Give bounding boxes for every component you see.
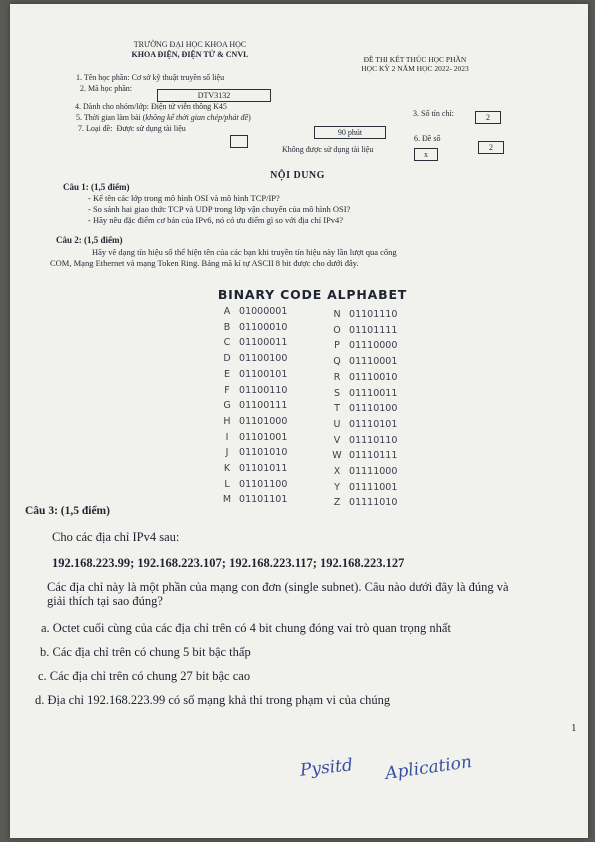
binary-row [218,383,287,399]
binary-code: 01110111 [349,450,398,462]
binary-code: 01111010 [349,497,398,509]
exam-type-label: 7. Loại đề: Được sử dụng tài liệu [78,124,186,133]
binary-row [328,464,397,480]
q1-item: - Hãy nêu đặc điểm cơ bản của IPv6, nó có ưu điểm gì so với địa chỉ IPv4? [88,215,344,225]
binary-code: 01100011 [239,337,288,349]
binary-letter: L [224,478,230,490]
binary-row [328,417,397,433]
binary-row [218,351,287,367]
binary-letter: V [333,434,341,446]
binary-row [218,461,287,477]
binary-letter: K [223,463,231,475]
binary-letter: U [333,418,341,430]
binary-row [218,430,287,446]
university-name: TRƯỜNG ĐẠI HỌC KHOA HỌC [133,40,247,49]
q1-item: - Kể tên các lớp trong mô hình OSI và mô hình TCP/IP? [88,193,280,203]
binary-letter: I [225,431,229,443]
not-allowed-checkbox: x [414,148,438,161]
binary-code: 01101110 [349,309,398,320]
not-allowed-label: Không được sử dụng tài liệu [282,145,374,154]
binary-row [218,414,287,430]
binary-row [328,354,397,370]
q3-ip-list: 192.168.223.99; 192.168.223.107; 192.168.223.117; 192.168.223.127 [52,556,405,570]
binary-code: 01101011 [239,463,288,475]
binary-letter: W [332,450,342,462]
q3-title: Câu 3: (1,5 điểm) [25,505,110,517]
exam-title: ĐỀ THI KẾT THÚC HỌC PHẦN [363,55,467,64]
q2-title: Câu 2: (1,5 điểm) [56,235,123,245]
binary-letter: A [223,306,231,317]
binary-left-column [218,304,287,508]
q3-option-d: d. Địa chỉ 192.168.223.99 có số mạng khả thi trong phạm vi của chúng [35,693,391,707]
q2-text-line: COM, Mạng Ethernet và mạng Token Ring. Bảng mã kí tự ASCII 8 bit được cho dưới đây. [50,258,359,268]
binary-code: 01110010 [349,371,398,383]
exam-semester: HỌC KỲ 2 NĂM HỌC 2022- 2023 [361,64,469,73]
binary-letter: S [333,387,341,399]
binary-code: 01110100 [349,403,398,415]
binary-letter: G [223,400,231,412]
binary-code: 01100101 [239,368,288,380]
faculty-name: KHOA ĐIỆN, ĐIỆN TỬ & CNVL [131,50,249,59]
binary-row [328,433,397,449]
binary-letter: X [333,466,341,478]
binary-row [218,304,287,320]
binary-letter: C [223,337,231,349]
binary-letter: H [223,415,231,427]
binary-row [218,492,287,508]
binary-row [328,401,397,417]
binary-letter: R [333,371,341,383]
handwritten-note: Aplication [384,752,474,784]
binary-letter: F [224,384,230,396]
target-group: 4. Dành cho nhóm/lớp: Điện tử viễn thông K45 [75,102,227,111]
course-code-label: 2. Mã học phần: [80,84,132,93]
exam-number-box: 2 [478,141,504,154]
binary-row [218,367,287,383]
course-name: 1. Tên học phần: Cơ sở kỹ thuật truyền số liệu [76,73,225,82]
binary-code: 01110101 [349,418,398,430]
q1-title: Câu 1: (1,5 điểm) [63,182,130,192]
q3-option-b: b. Các địa chỉ trên có chung 5 bit bậc thấp [40,645,251,659]
binary-letter: D [223,353,231,365]
binary-code: 01110000 [349,340,398,352]
binary-row [218,445,287,461]
binary-letter: N [333,309,341,320]
binary-row [218,477,287,493]
binary-code: 01101101 [239,494,288,506]
binary-letter: P [334,340,340,352]
binary-row [218,335,287,351]
binary-letter: Q [333,356,341,368]
binary-row [328,338,397,354]
credits-box: 2 [475,111,501,124]
binary-row [328,307,397,323]
binary-code: 01101001 [239,431,288,443]
binary-letter: E [223,368,230,380]
binary-code: 01101111 [349,324,398,336]
binary-letter: Y [334,481,340,493]
q3-option-c: c. Các địa chỉ trên có chung 27 bit bậc cao [38,669,251,683]
binary-row [328,386,397,402]
exam-number-label: 6. Đề số [414,134,441,143]
binary-table-title: BINARY CODE ALPHABET [217,287,408,302]
binary-letter: O [333,324,341,336]
page-number: 1 [571,722,577,734]
time-box: 90 phút [314,126,386,139]
binary-row [328,323,397,339]
time-label: 5. Thời gian làm bài (không kể thời gian chép/phát đề) [76,113,251,122]
allowed-checkbox [230,135,248,148]
q3-question-line: giải thích tại sao đúng? [47,594,163,608]
binary-code: 01101010 [239,447,288,459]
q3-question-line: Các địa chỉ này là một phần của mạng con đơn (single subnet). Câu nào dưới đây là đúng và [47,580,509,594]
content-title: NỘI DUNG [270,170,325,181]
binary-code: 01110110 [349,434,398,446]
binary-code: 01111001 [349,481,398,493]
binary-code: 01100111 [239,400,288,412]
exam-header [340,55,490,73]
q1-item: - So sánh hai giao thức TCP và UDP trong lớp vận chuyển của mô hình OSI? [88,204,351,214]
binary-code: 01101100 [239,478,288,490]
binary-code: 01100110 [239,384,288,396]
binary-right-column [328,307,397,511]
handwritten-note: Pysitd [299,755,354,781]
binary-letter: B [223,321,231,333]
binary-code: 01000001 [239,306,288,317]
binary-code: 01101000 [239,415,288,427]
binary-letter: M [222,494,232,506]
binary-row [218,398,287,414]
binary-code: 01111000 [349,466,398,478]
binary-code: 01100010 [239,321,288,333]
q3-option-a: a. Octet cuối cùng của các địa chỉ trên có 4 bit chung đóng vai trò quan trọng nhất [41,621,451,635]
binary-letter: Z [333,497,341,509]
binary-row [328,370,397,386]
binary-row [328,480,397,496]
q3-intro: Cho các địa chỉ IPv4 sau: [52,530,180,544]
course-code-box: DTV3132 [157,89,271,102]
binary-letter: T [334,403,340,415]
binary-row [328,448,397,464]
binary-letter: J [225,447,229,459]
binary-row [328,495,397,511]
binary-code: 01110001 [349,356,398,368]
binary-code: 01110011 [349,387,398,399]
q2-text-line: Hãy vẽ dạng tín hiệu số thể hiện tên của các bạn khi truyền tín hiệu này lần lượt qua cổng [92,247,397,257]
binary-code: 01100100 [239,353,288,365]
credits-label: 3. Số tín chỉ: [413,109,454,118]
university-header [120,40,260,60]
binary-row [218,320,287,336]
